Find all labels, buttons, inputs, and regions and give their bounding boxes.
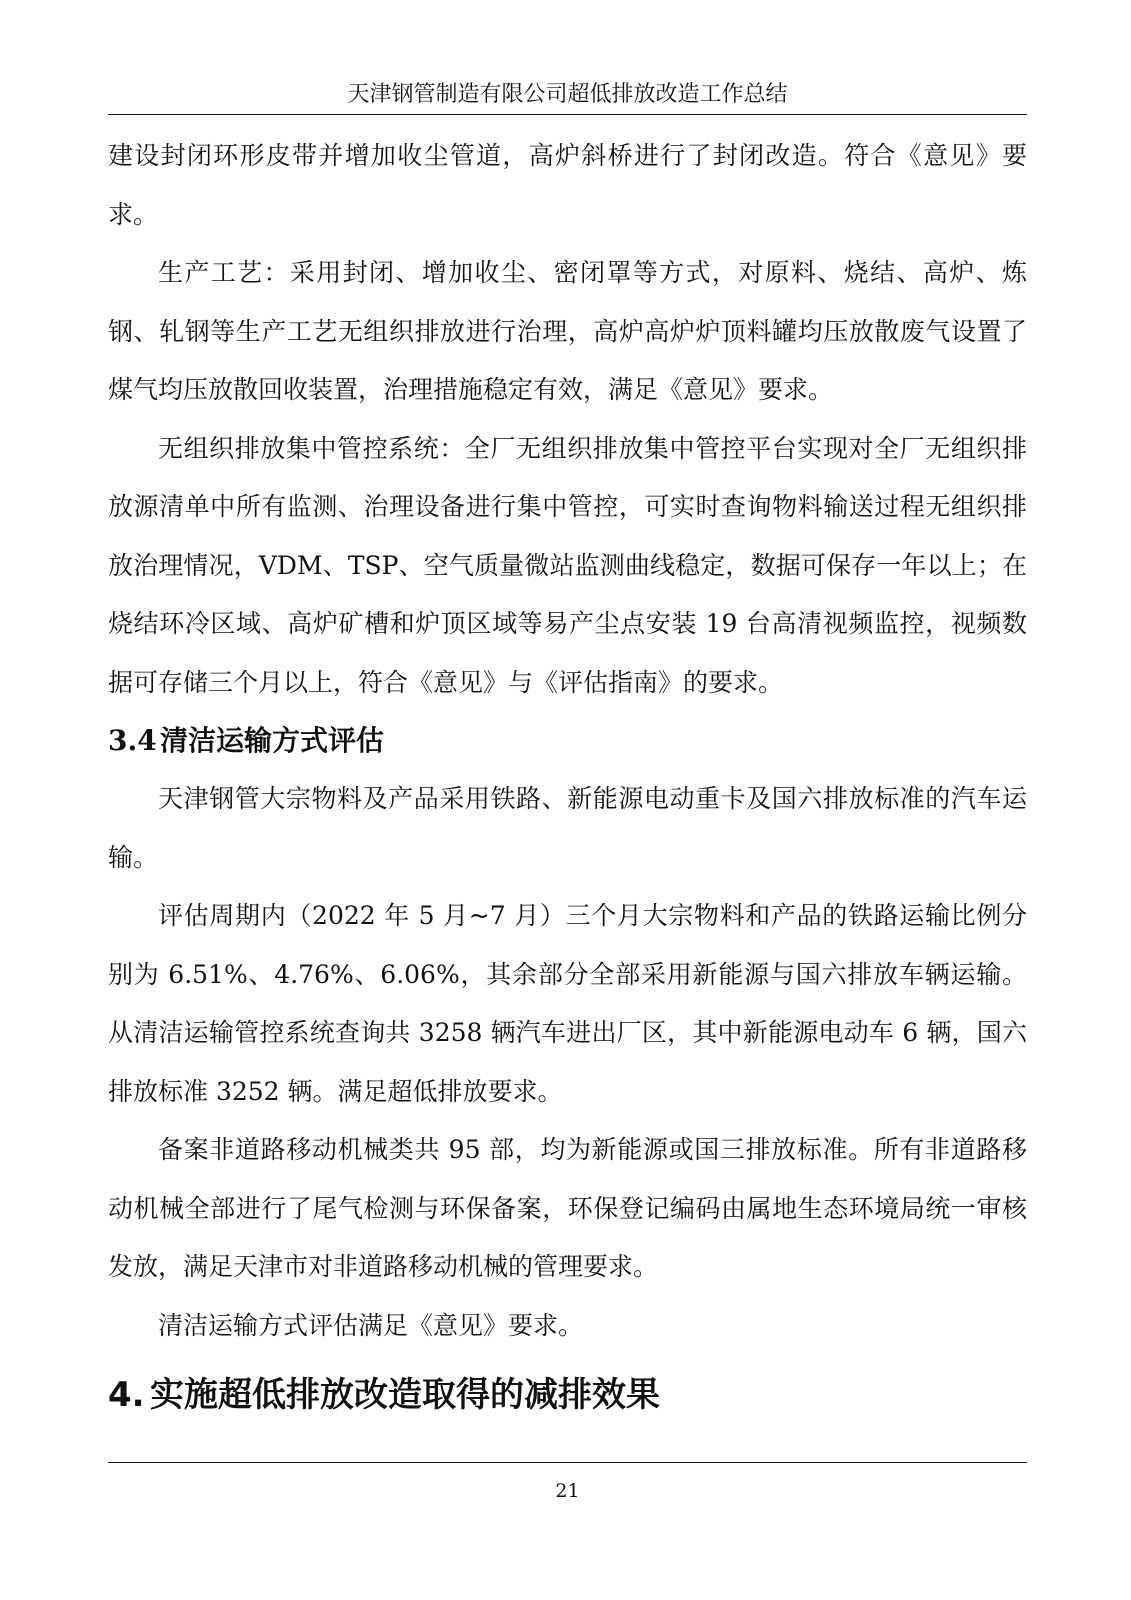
paragraph-production-process: 生产工艺：采用封闭、增加收尘、密闭罩等方式，对原料、烧结、高炉、炼钢、轧钢等生产工艺无组织排放进行治理，高炉高炉炉顶料罐均压放散废气设置了煤气均压放散回收装置，治理措施稳定有效，满足《意见》要求。 [108,258,1027,404]
chapter-title: 实施超低排放改造取得的减排效果 [150,1375,660,1415]
paragraph-rail-ratio: 评估周期内（2022 年 5 月~7 月）三个月大宗物料和产品的铁路运输比例分别为 6.51%、4.76%、6.06%，其余部分全部采用新能源与国六排放车辆运输。从清洁运输管控系统查询共 3258 辆汽车进出厂区，其中新能源电动车 6 辆，国六排放标准 3252 辆。满足超低排放要求。 [108,901,1027,1106]
footer-rule [108,1462,1027,1463]
paragraph-transport-modes: 天津钢管大宗物料及产品采用铁路、新能源电动重卡及国六排放标准的汽车运输。 [108,784,1027,872]
running-header: 天津钢管制造有限公司超低排放改造工作总结 [347,82,788,107]
page-number: 21 [555,1480,580,1502]
section-heading [108,712,1027,770]
section-title: 清洁运输方式评估 [160,724,385,757]
header-rule [108,114,1027,115]
chapter-number: 4. [108,1375,145,1415]
paragraph-continued: 建设封闭环形皮带并增加收尘管道，高炉斜桥进行了封闭改造。符合《意见》要求。 [108,141,1027,229]
chapter-heading [108,1373,660,1417]
paragraph-nonroad-machinery: 备案非道路移动机械类共 95 部，均为新能源或国三排放标准。所有非道路移动机械全部进行了尾气检测与环保备案，环保登记编码由属地生态环境局统一审核发放，满足天津市对非道路移动机械的管理要求。 [108,1135,1027,1281]
section-number: 3.4 [108,724,157,757]
paragraph-conclusion: 清洁运输方式评估满足《意见》要求。 [158,1310,584,1340]
paragraph-control-system: 无组织排放集中管控系统：全厂无组织排放集中管控平台实现对全厂无组织排放源清单中所有监测、治理设备进行集中管控，可实时查询物料输送过程无组织排放治理情况，VDM、TSP、空气质量微站监测曲线稳定，数据可保存一年以上；在烧结环冷区域、高炉矿槽和炉顶区域等易产尘点安装 19 台高清视频监控，视频数据可存储三个月以上，符合《意见》与《评估指南》的要求。 [108,433,1027,697]
page-body [108,127,1027,1355]
